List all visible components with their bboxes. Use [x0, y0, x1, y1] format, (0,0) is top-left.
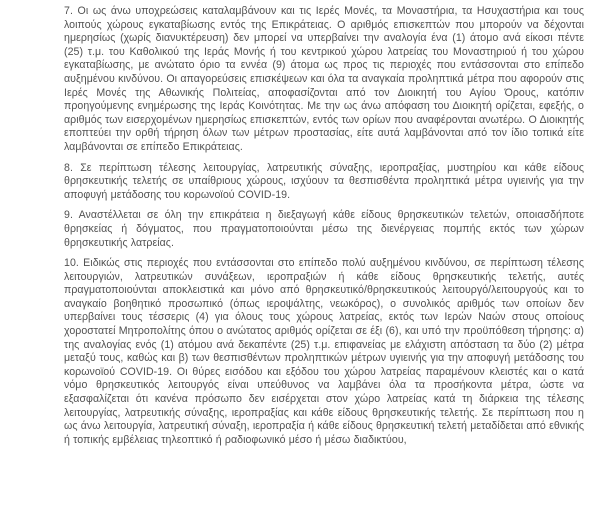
- paragraph-7: 7. Οι ως άνω υποχρεώσεις καταλαμβάνουν και τις Ιερές Μονές, τα Μοναστήρια, τα Ησυχαστήρια και τους λοιπούς χώρους εγκαταβίωσης εντός της Επικράτειας. Ο αριθμός επισκεπτών που μπορούν να δέχονται ημερησίως (χωρίς διανυκτέρευση) δεν μπορεί να υπερβαίνει την αναλογία ένα (1) άτομο ανά είκοσι πέντε (25) τ.μ. του Καθολικού της Ιεράς Μονής ή του κεντρικού χώρου λατρείας του Μοναστηριού ή του χώρου εγκαταβίωσης, με ανώτατο όριο τα εννέα (9) άτομα ως προς τις περιοχές που εντάσσονται στο επίπεδο αυξημένου κινδύνου. Οι απαγορεύσεις επισκέψεων και όλα τα αναγκαία προληπτικά μέτρα που αφορούν στις Ιερές Μονές της Αθωνικής Πολιτείας, αποφασίζονται από τον Διοικητή του Αγίου Όρους, κατόπιν προηγούμενης ενημέρωσης της Ιεράς Κοινότητας. Με την ως άνω απόφαση του Διοικητή ορίζεται, εφεξής, ο αριθμός των εισερχομένων ημερησίως επισκεπτών, εντός των ορίων που αναφέρονται ανωτέρω. Ο Διοικητής εποπτεύει την ορθή τήρηση όλων των μέτρων προστασίας, είτε αυτά λαμβάνονται από τον ίδιο τοπικά είτε λαμβάνονται σε επίπεδο Επικράτειας.: [64, 5, 584, 153]
- paragraph-10: 10. Ειδικώς στις περιοχές που εντάσσονται στο επίπεδο πολύ αυξημένου κινδύνου, σε περίπτωση τέλεσης λειτουργιών, λατρευτικών συνάξεων, ιεροπραξιών ή κάθε είδους θρησκευτικής τελετής, αυτές πραγματοποιούνται αποκλειστικά και μόνο από θρησκευτικό/θρησκευτικούς λειτουργό/λειτουργούς και το αναγκαίο βοηθητικό προσωπικό (όπως ιεροψάλτης, νεωκόρος), ο συνολικός αριθμός των οποίων δεν υπερβαίνει τους τέσσερις (4) για όλους τους χώρους λατρείας, εκτός των Ιερών Ναών στους οποίους χοροστατεί Μητροπολίτης όπου ο ανώτατος αριθμός ορίζεται σε έξι (6), και υπό την προϋπόθεση τήρησης: α) της αναλογίας ενός (1) ατόμου ανά δεκαπέντε (25) τ.μ. επιφανείας με ελάχιστη απόσταση τα δύο (2) μέτρα μεταξύ τους, καθώς και β) των θεσπισθέντων προληπτικών μέτρων υγιεινής για την αποφυγή μετάδοσης του κορωνοϊού COVID-19. Οι θύρες εισόδου και εξόδου του χώρου λατρείας παραμένουν κλειστές και ο κατά νόμο θρησκευτικός λειτουργός είναι υπεύθυνος να λαμβάνει όλα τα προσήκοντα μέτρα, ώστε να εξασφαλίζεται ότι κανένα πρόσωπο δεν εισέρχεται στον χώρο λατρείας κατά τη διάρκεια της τέλεσης λειτουργίας, λατρευτικής σύναξης, ιεροπραξίας και κάθε είδους θρησκευτικής τελετής. Σε περίπτωση που η ως άνω λειτουργία, λατρευτική σύναξη, ιεροπραξία ή κάθε είδους θρησκευτική τελετή μεταδίδεται από εθνικής ή τοπικής εμβέλειας τηλεοπτικό ή ραδιοφωνικό μέσο ή μέσω διαδικτύου,: [64, 257, 584, 446]
- paragraph-8: 8. Σε περίπτωση τέλεσης λειτουργίας, λατρευτικής σύναξης, ιεροπραξίας, μυστηρίου και κάθε είδους θρησκευτικής τελετής σε υπαίθριους χώρους, ισχύουν τα θεσπισθέντα προληπτικά μέτρα υγιεινής για την αποφυγή μετάδοσης του κορωνοϊού COVID-19.: [64, 161, 584, 201]
- paragraph-9: 9. Αναστέλλεται σε όλη την επικράτεια η διεξαγωγή κάθε είδους θρησκευτικών τελετών, οποιασδήποτε θρησκείας ή δόγματος, που πραγματοποιούνται μέσω της διενέργειας πομπής εκτός των χώρων θρησκευτικής λατρείας.: [64, 209, 584, 249]
